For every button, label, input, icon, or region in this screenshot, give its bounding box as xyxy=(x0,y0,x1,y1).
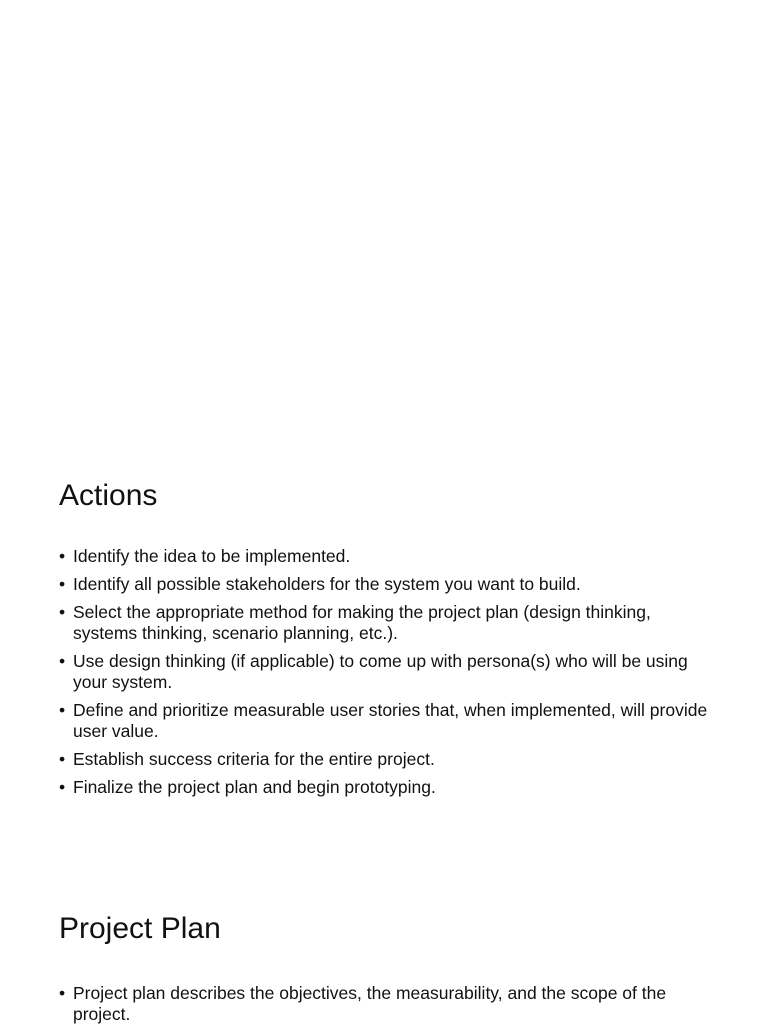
bullet-point-icon: • xyxy=(59,749,66,769)
bullet-text: Identify the idea to be implemented. xyxy=(73,546,351,566)
bullet-text: Use design thinking (if applicable) to come up with persona(s) who will be using your system. xyxy=(73,651,688,692)
bullet-point-icon: • xyxy=(59,602,66,622)
bullet-item xyxy=(59,574,719,595)
bullet-item xyxy=(59,749,719,770)
bullet-text: Project plan describes the objectives, the measurability, and the scope of the project. xyxy=(73,983,667,1024)
bullet-text: Select the appropriate method for making the project plan (design thinking, systems thinking, scenario planning, etc.). xyxy=(73,602,651,643)
bullet-point-icon: • xyxy=(59,700,66,720)
bullet-item xyxy=(59,700,719,742)
bullet-point-icon: • xyxy=(59,777,66,797)
bullet-text: Define and prioritize measurable user stories that, when implemented, will provide user value. xyxy=(73,700,708,741)
bullet-item xyxy=(59,602,719,644)
bullet-text: Establish success criteria for the entire project. xyxy=(73,749,435,769)
bullet-point-icon: • xyxy=(59,983,66,1003)
bullet-list xyxy=(59,546,719,805)
bullet-point-icon: • xyxy=(59,546,66,566)
slide-title: Actions xyxy=(59,479,158,512)
bullet-point-icon: • xyxy=(59,574,66,594)
bullet-text: Identify all possible stakeholders for the system you want to build. xyxy=(73,574,581,594)
bullet-point-icon: • xyxy=(59,651,66,671)
bullet-item xyxy=(59,546,719,567)
slide-title: Project Plan xyxy=(59,912,221,945)
bullet-text: Finalize the project plan and begin prototyping. xyxy=(73,777,436,797)
bullet-item xyxy=(59,983,719,1024)
bullet-list xyxy=(59,983,719,1024)
bullet-item xyxy=(59,651,719,693)
bullet-item xyxy=(59,777,719,798)
